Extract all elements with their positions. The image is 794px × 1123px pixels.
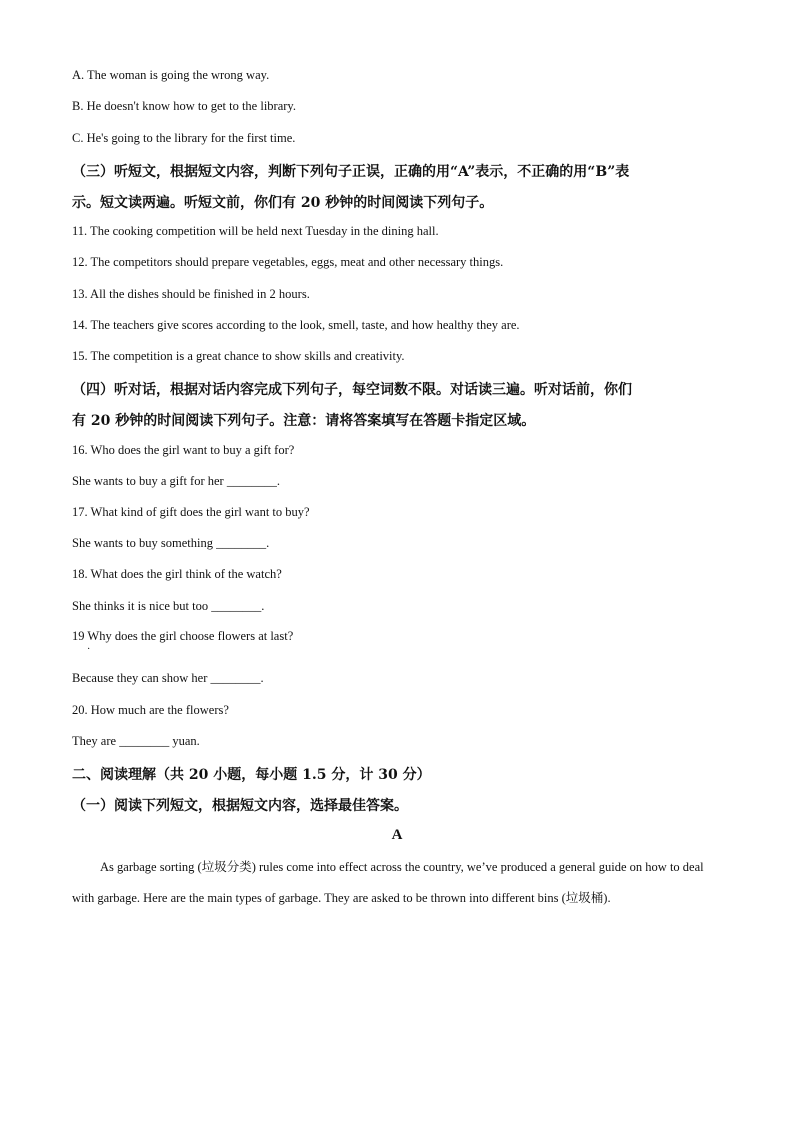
answer-20: They are ________ yuan. bbox=[72, 734, 200, 748]
answer-19: Because they can show her ________. bbox=[72, 671, 264, 685]
passage-text: As garbage sorting (垃圾分类) rules come into effect across the country, we’ve produced a general guide on how to deal with garbage. Here are the main types of garbage. They are asked to be thrown into different bins (垃圾桶). bbox=[72, 860, 704, 905]
question-20: 20. How much are the flowers? bbox=[72, 703, 229, 717]
section4-instruction-line1: （四）听对话，根据对话内容完成下列句子，每空词数不限。对话读三遍。听对话前，你们 bbox=[72, 382, 632, 398]
question-16: 16. Who does the girl want to buy a gift for? bbox=[72, 443, 295, 457]
passage-paragraph bbox=[72, 852, 722, 914]
section3-instruction-line1: （三）听短文，根据短文内容，判断下列句子正误，正确的用“A”表示，不正确的用“B”表 bbox=[72, 164, 630, 180]
question-19: 19 Why does the girl choose flowers at last? bbox=[72, 629, 294, 643]
answer-16: She wants to buy a gift for her ________. bbox=[72, 474, 280, 488]
question-13: 13. All the dishes should be finished in 2 hours. bbox=[72, 287, 310, 301]
part2-title: 二、阅读理解（共 20 小题，每小题 1.5 分，计 30 分） bbox=[72, 767, 431, 783]
question-17: 17. What kind of gift does the girl want to buy? bbox=[72, 505, 310, 519]
option-c: C. He's going to the library for the first time. bbox=[72, 131, 296, 145]
question-15: 15. The competition is a great chance to show skills and creativity. bbox=[72, 349, 405, 363]
section4-instruction-line2: 有 20 秒钟的时间阅读下列句子。注意：请将答案填写在答题卡指定区域。 bbox=[72, 413, 536, 429]
question-11: 11. The cooking competition will be held next Tuesday in the dining hall. bbox=[72, 224, 439, 238]
question-12: 12. The competitors should prepare vegetables, eggs, meat and other necessary things. bbox=[72, 255, 504, 269]
section3-instruction-line2: 示。短文读两遍。听短文前，你们有 20 秒钟的时间阅读下列句子。 bbox=[72, 195, 494, 211]
option-b: B. He doesn't know how to get to the library. bbox=[72, 99, 296, 113]
stray-dot: · bbox=[87, 644, 91, 655]
question-18: 18. What does the girl think of the watch? bbox=[72, 567, 282, 581]
passage-label: A bbox=[391, 827, 403, 843]
answer-18: She thinks it is nice but too ________. bbox=[72, 599, 265, 613]
option-a: A. The woman is going the wrong way. bbox=[72, 68, 270, 82]
part2-sub-instruction: （一）阅读下列短文，根据短文内容，选择最佳答案。 bbox=[72, 798, 408, 814]
answer-17: She wants to buy something ________. bbox=[72, 536, 270, 550]
question-14: 14. The teachers give scores according to the look, smell, taste, and how healthy they are. bbox=[72, 318, 520, 332]
